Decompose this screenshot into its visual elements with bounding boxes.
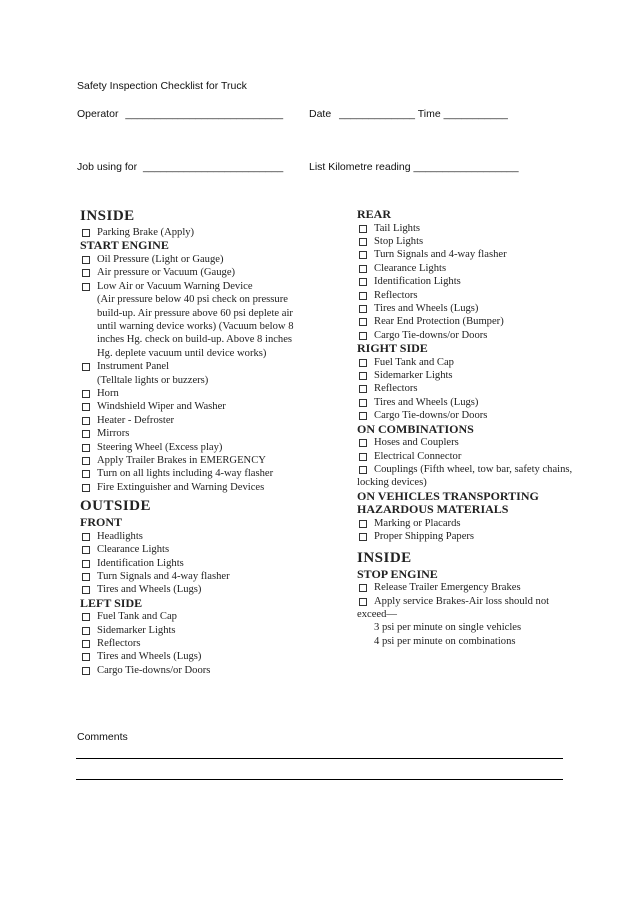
check-item[interactable]: Tires and Wheels (Lugs)	[357, 302, 597, 315]
check-item[interactable]: Cargo Tie-downs/or Doors	[357, 329, 597, 342]
checkbox[interactable]	[359, 520, 367, 528]
check-item[interactable]: Clearance Lights	[80, 543, 350, 556]
section-hazmat-line2: HAZARDOUS MATERIALS	[357, 502, 509, 517]
checkbox[interactable]	[359, 251, 367, 259]
note-line: exceed—	[357, 608, 397, 620]
checkbox[interactable]	[82, 363, 90, 371]
section-hazmat-line1: ON VEHICLES TRANSPORTING	[357, 488, 539, 503]
checkbox[interactable]	[359, 359, 367, 367]
note-line: (Telltale lights or buzzers)	[97, 374, 209, 386]
checkbox[interactable]	[359, 533, 367, 541]
checkbox[interactable]	[82, 417, 90, 425]
check-item[interactable]: Cargo Tie-downs/or Doors	[80, 664, 350, 677]
check-item[interactable]: Fuel Tank and Cap	[357, 356, 597, 369]
check-item[interactable]: Sidemarker Lights	[80, 624, 350, 637]
time-blank: ___________	[443, 108, 508, 120]
check-item[interactable]: Couplings (Fifth wheel, tow bar, safety chains,	[357, 463, 597, 476]
check-item[interactable]: Turn on all lights including 4-way flasher	[80, 467, 350, 480]
checkbox[interactable]	[359, 372, 367, 380]
checkbox[interactable]	[82, 390, 90, 398]
check-item[interactable]: Reflectors	[357, 289, 597, 302]
checkbox[interactable]	[359, 439, 367, 447]
checkbox[interactable]	[359, 305, 367, 313]
check-item[interactable]: Reflectors	[80, 637, 350, 650]
operator-blank: ___________________________	[125, 108, 284, 120]
check-item[interactable]: Turn Signals and 4-way flasher	[357, 248, 597, 261]
section-inside: INSIDE	[80, 208, 135, 224]
checkbox[interactable]	[359, 598, 367, 606]
kilometre-field[interactable]	[309, 161, 519, 173]
checkbox[interactable]	[359, 399, 367, 407]
check-item[interactable]: Identification Lights	[80, 557, 350, 570]
check-item[interactable]: Low Air or Vacuum Warning Device	[80, 280, 350, 293]
job-label: Job using for	[77, 161, 138, 173]
checkbox[interactable]	[82, 269, 90, 277]
section-front: FRONT	[80, 515, 122, 530]
check-item[interactable]: Headlights	[80, 530, 350, 543]
checkbox[interactable]	[82, 613, 90, 621]
check-item[interactable]: Oil Pressure (Light or Gauge)	[80, 253, 350, 266]
checkbox[interactable]	[82, 533, 90, 541]
section-right-side: RIGHT SIDE	[357, 341, 428, 356]
note-line: locking devices)	[357, 477, 427, 489]
check-item[interactable]: Sidemarker Lights	[357, 369, 597, 382]
check-item[interactable]: Apply Trailer Brakes in EMERGENCY	[80, 454, 350, 467]
check-item[interactable]: Rear End Protection (Bumper)	[357, 315, 597, 328]
section-stop-engine: STOP ENGINE	[357, 566, 438, 581]
check-item[interactable]: Air pressure or Vacuum (Gauge)	[80, 266, 350, 279]
checkbox[interactable]	[82, 560, 90, 568]
checkbox[interactable]	[359, 318, 367, 326]
date-label: Date	[309, 108, 332, 120]
check-item[interactable]: Identification Lights	[357, 275, 597, 288]
km-label: List Kilometre reading	[309, 161, 411, 173]
checkbox[interactable]	[359, 332, 367, 340]
check-item[interactable]: Tires and Wheels (Lugs)	[357, 396, 597, 409]
job-blank: ________________________	[143, 161, 284, 173]
checkbox[interactable]	[82, 573, 90, 581]
check-item[interactable]: Turn Signals and 4-way flasher	[80, 570, 350, 583]
note-line: 3 psi per minute on single vehicles	[374, 622, 522, 634]
checkbox[interactable]	[82, 667, 90, 675]
km-blank: __________________	[413, 161, 519, 173]
check-item[interactable]: Heater - Defroster	[80, 414, 350, 427]
checkbox[interactable]	[359, 278, 367, 286]
check-item[interactable]: Tail Lights	[357, 222, 597, 235]
checkbox[interactable]	[82, 457, 90, 465]
checkbox[interactable]	[359, 238, 367, 246]
operator-label: Operator	[77, 108, 119, 120]
check-item[interactable]: Cargo Tie-downs/or Doors	[357, 409, 597, 422]
check-item[interactable]: Hoses and Couplers	[357, 436, 597, 449]
job-field[interactable]	[77, 161, 283, 173]
checkbox[interactable]	[359, 466, 367, 474]
checkbox[interactable]	[82, 627, 90, 635]
checkbox[interactable]	[359, 584, 367, 592]
checkbox[interactable]	[359, 412, 367, 420]
comment-line[interactable]	[76, 758, 563, 759]
checkbox[interactable]	[82, 586, 90, 594]
section-outside: OUTSIDE	[80, 498, 152, 515]
check-item[interactable]: Parking Brake (Apply)	[80, 226, 350, 239]
checkbox[interactable]	[82, 640, 90, 648]
checkbox[interactable]	[82, 653, 90, 661]
checkbox[interactable]	[82, 470, 90, 478]
note-line: until warning device works) (Vacuum below 8	[97, 320, 294, 332]
check-item[interactable]: Instrument Panel	[80, 360, 350, 373]
check-item[interactable]: Steering Wheel (Excess play)	[80, 441, 350, 454]
check-item[interactable]: Marking or Placards	[357, 517, 597, 530]
section-start-engine: START ENGINE	[80, 238, 169, 253]
check-item[interactable]: Reflectors	[357, 382, 597, 395]
check-item[interactable]: Horn	[80, 387, 350, 400]
date-blank: _____________	[339, 108, 416, 120]
check-item[interactable]: Fire Extinguisher and Warning Devices	[80, 481, 350, 494]
section-on-combinations: ON COMBINATIONS	[357, 421, 474, 436]
check-item[interactable]: Proper Shipping Papers	[357, 530, 597, 543]
note-line: inches Hg. check on build-up. Above 8 inches	[97, 334, 293, 346]
checkbox[interactable]	[82, 256, 90, 264]
left-column	[80, 206, 350, 677]
checkbox[interactable]	[82, 229, 90, 237]
date-time-field[interactable]	[309, 108, 508, 120]
section-left-side: LEFT SIDE	[80, 595, 143, 610]
checkbox[interactable]	[82, 546, 90, 554]
section-inside-2: INSIDE	[357, 549, 412, 566]
operator-field[interactable]	[77, 108, 283, 120]
check-item[interactable]: Tires and Wheels (Lugs)	[80, 650, 350, 663]
note-line: (Air pressure below 40 psi check on pressure	[97, 294, 288, 306]
check-item[interactable]: Mirrors	[80, 427, 350, 440]
checkbox[interactable]	[359, 385, 367, 393]
check-item[interactable]: Clearance Lights	[357, 262, 597, 275]
checkbox[interactable]	[82, 430, 90, 438]
time-label: Time	[417, 108, 441, 120]
comments-label: Comments	[77, 731, 128, 743]
checkbox[interactable]	[359, 225, 367, 233]
right-column	[357, 208, 597, 648]
section-rear: REAR	[357, 207, 392, 221]
check-item[interactable]: Windshield Wiper and Washer	[80, 400, 350, 413]
document-title: Safety Inspection Checklist for Truck	[77, 80, 247, 92]
check-item[interactable]: Electrical Connector	[357, 450, 597, 463]
checkbox[interactable]	[82, 484, 90, 492]
note-line: Hg. deplete vacuum until device works)	[97, 347, 267, 359]
checkbox[interactable]	[359, 292, 367, 300]
checkbox[interactable]	[359, 265, 367, 273]
check-item[interactable]: Apply service Brakes-Air loss should not	[357, 595, 597, 608]
checkbox[interactable]	[82, 403, 90, 411]
check-item[interactable]: Release Trailer Emergency Brakes	[357, 581, 597, 594]
comment-line[interactable]	[76, 779, 563, 780]
note-line: 4 psi per minute on combinations	[374, 635, 516, 647]
checkbox[interactable]	[82, 283, 90, 291]
note-line: build-up. Air pressure above 60 psi deplete air	[97, 307, 293, 319]
checkbox[interactable]	[82, 444, 90, 452]
check-item[interactable]: Stop Lights	[357, 235, 597, 248]
check-item[interactable]: Tires and Wheels (Lugs)	[80, 583, 350, 596]
checkbox[interactable]	[359, 453, 367, 461]
check-item[interactable]: Fuel Tank and Cap	[80, 610, 350, 623]
